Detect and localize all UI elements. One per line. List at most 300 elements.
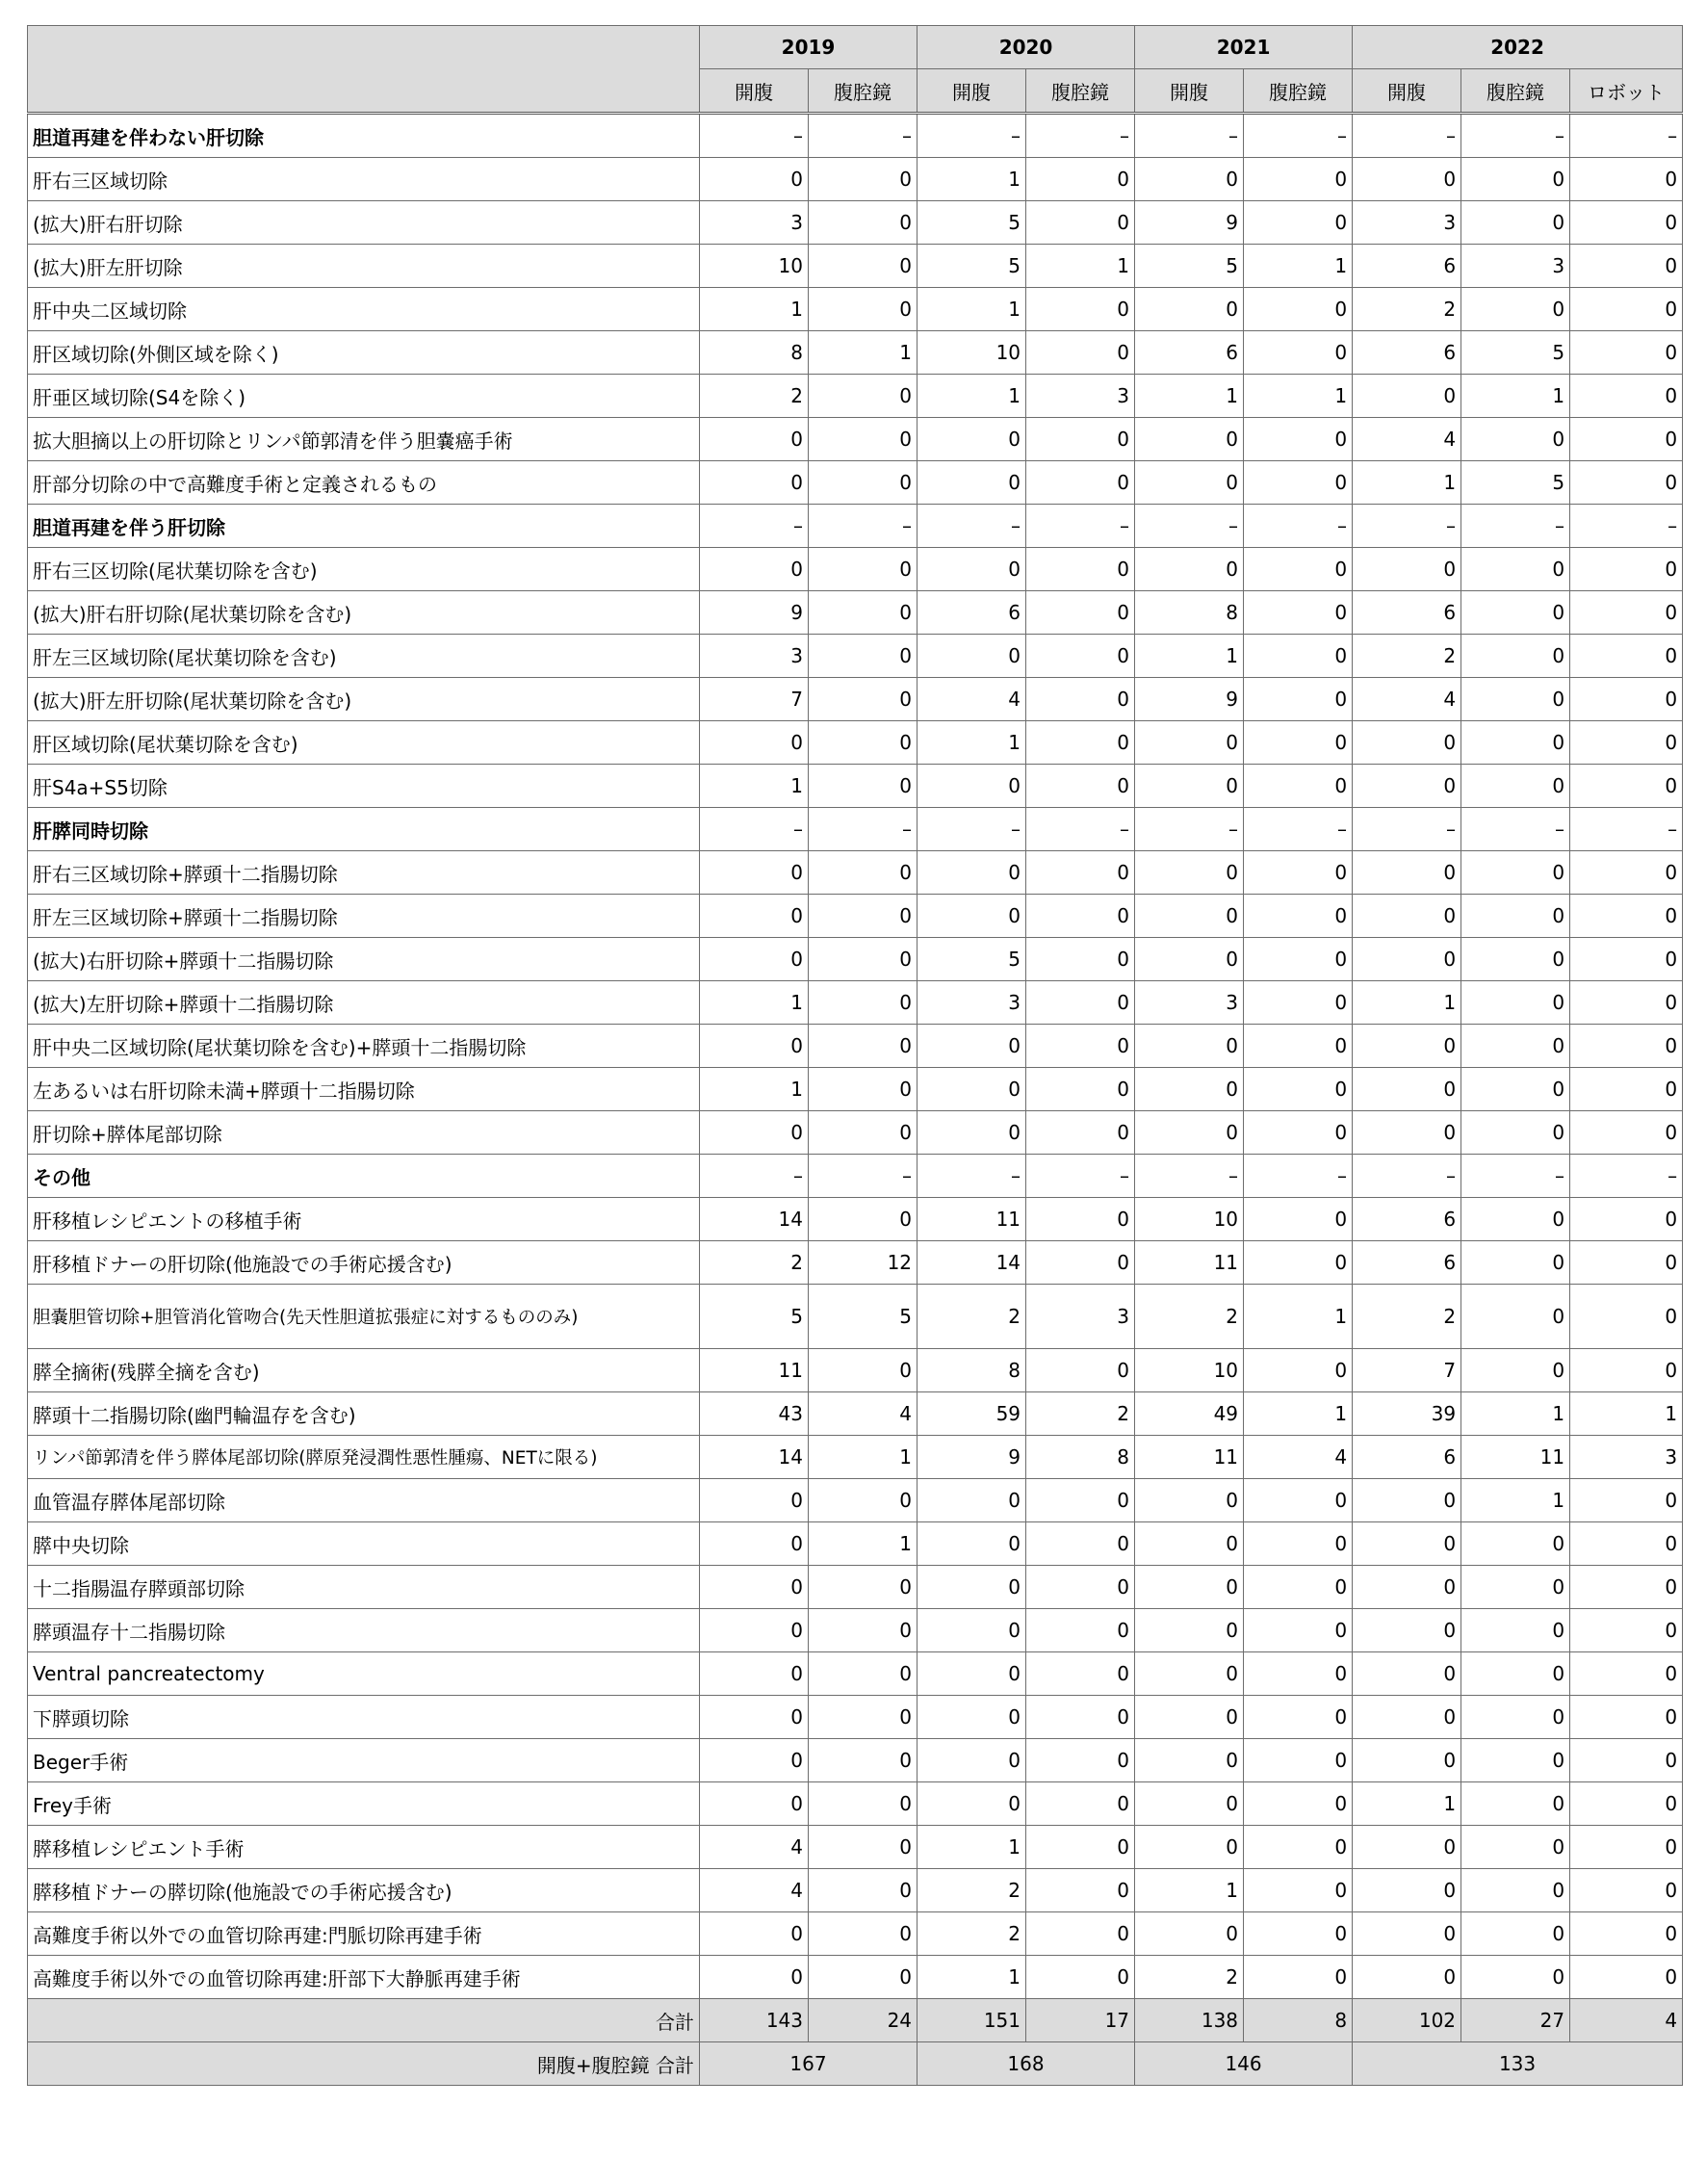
count-cell: 0 <box>1461 418 1570 461</box>
count-cell: 0 <box>918 765 1026 808</box>
count-cell: 0 <box>1461 1241 1570 1285</box>
count-cell: 0 <box>1353 895 1461 938</box>
count-cell: 0 <box>809 895 918 938</box>
count-cell: 0 <box>1461 1566 1570 1609</box>
count-cell: 0 <box>1135 938 1244 981</box>
count-cell: 0 <box>700 418 809 461</box>
count-cell: 0 <box>1244 158 1353 201</box>
table-row <box>28 1392 1683 1436</box>
count-cell: 0 <box>700 548 809 591</box>
section-header-row <box>28 505 1683 548</box>
count-cell: 0 <box>1026 591 1135 635</box>
count-cell: 0 <box>918 548 1026 591</box>
count-cell: 0 <box>1244 765 1353 808</box>
total-cell: 17 <box>1026 1999 1135 2042</box>
count-cell: 0 <box>1570 1956 1683 1999</box>
count-cell: 0 <box>809 1025 918 1068</box>
table-row <box>28 461 1683 505</box>
count-cell: 0 <box>809 1696 918 1739</box>
count-cell: 0 <box>1026 201 1135 245</box>
count-cell: 0 <box>809 851 918 895</box>
count-cell: 1 <box>1353 981 1461 1025</box>
count-cell: 0 <box>1461 1956 1570 1999</box>
table-row <box>28 1912 1683 1956</box>
count-cell: 0 <box>1461 851 1570 895</box>
table-row <box>28 721 1683 765</box>
count-cell: 0 <box>1244 418 1353 461</box>
count-cell: 2 <box>1353 635 1461 678</box>
corner-header-cell <box>28 26 700 114</box>
count-cell: 0 <box>1026 1609 1135 1652</box>
count-cell: 3 <box>1026 1285 1135 1349</box>
count-cell: 0 <box>700 1522 809 1566</box>
count-cell: 0 <box>1244 1956 1353 1999</box>
table-row <box>28 1696 1683 1739</box>
count-cell: 6 <box>918 591 1026 635</box>
table-row <box>28 1241 1683 1285</box>
count-cell: 0 <box>1353 1025 1461 1068</box>
count-cell: 3 <box>700 635 809 678</box>
count-cell: 7 <box>700 678 809 721</box>
count-cell: 0 <box>1244 288 1353 331</box>
count-cell: 0 <box>1353 765 1461 808</box>
count-cell: – <box>1570 114 1683 158</box>
total-cell: 24 <box>809 1999 918 2042</box>
count-cell: 2 <box>1026 1392 1135 1436</box>
count-cell: 1 <box>809 1436 918 1479</box>
count-cell: 0 <box>1570 1198 1683 1241</box>
count-cell: 0 <box>1353 721 1461 765</box>
count-cell: 0 <box>1570 158 1683 201</box>
count-cell: 3 <box>1570 1436 1683 1479</box>
count-cell: 0 <box>918 1696 1026 1739</box>
count-cell: 1 <box>700 981 809 1025</box>
count-cell: 0 <box>1026 678 1135 721</box>
count-cell: 43 <box>700 1392 809 1436</box>
count-cell: 1 <box>918 1956 1026 1999</box>
count-cell: 8 <box>1135 591 1244 635</box>
count-cell: 10 <box>1135 1198 1244 1241</box>
count-cell: – <box>1244 808 1353 851</box>
table-row <box>28 765 1683 808</box>
count-cell: 0 <box>1570 1285 1683 1349</box>
count-cell: 0 <box>1570 548 1683 591</box>
count-cell: 3 <box>1026 375 1135 418</box>
table-row <box>28 1285 1683 1349</box>
count-cell: 0 <box>809 158 918 201</box>
count-cell: 0 <box>1570 331 1683 375</box>
count-cell: 3 <box>700 201 809 245</box>
count-cell: 5 <box>918 201 1026 245</box>
count-cell: 0 <box>1244 1241 1353 1285</box>
count-cell: – <box>1461 1155 1570 1198</box>
count-cell: 0 <box>1461 201 1570 245</box>
count-cell: 0 <box>1026 981 1135 1025</box>
count-cell: 11 <box>1461 1436 1570 1479</box>
count-cell: 0 <box>1244 1912 1353 1956</box>
procedure-label: 下膵頭切除 <box>28 1696 700 1739</box>
count-cell: 0 <box>1570 1782 1683 1826</box>
count-cell: 8 <box>700 331 809 375</box>
count-cell: 0 <box>918 1111 1026 1155</box>
count-cell: 0 <box>700 1609 809 1652</box>
procedure-label: 膵中央切除 <box>28 1522 700 1566</box>
count-cell: 0 <box>1135 1739 1244 1782</box>
count-cell: 2 <box>1135 1956 1244 1999</box>
table-row <box>28 938 1683 981</box>
count-cell: 12 <box>809 1241 918 1285</box>
count-cell: – <box>1570 505 1683 548</box>
procedure-label: 左あるいは右肝切除未満+膵頭十二指腸切除 <box>28 1068 700 1111</box>
count-cell: 0 <box>1244 1566 1353 1609</box>
count-cell: 0 <box>1461 1025 1570 1068</box>
count-cell: 0 <box>1461 1826 1570 1869</box>
count-cell: 0 <box>1026 1479 1135 1522</box>
count-cell: 0 <box>1353 158 1461 201</box>
count-cell: 6 <box>1353 245 1461 288</box>
procedure-label: リンパ節郭清を伴う膵体尾部切除(膵原発浸潤性悪性腫瘍、NETに限る) <box>28 1436 700 1479</box>
count-cell: 0 <box>1353 1739 1461 1782</box>
year-header-2019: 2019 <box>700 26 918 69</box>
count-cell: 0 <box>1570 461 1683 505</box>
count-cell: 4 <box>809 1392 918 1436</box>
count-cell: 2 <box>700 375 809 418</box>
count-cell: 0 <box>1353 1111 1461 1155</box>
count-cell: 0 <box>918 1609 1026 1652</box>
table-row <box>28 1198 1683 1241</box>
count-cell: 1 <box>918 375 1026 418</box>
count-cell: 0 <box>1244 851 1353 895</box>
count-cell: 1 <box>918 721 1026 765</box>
section-header-row <box>28 114 1683 158</box>
table-row <box>28 201 1683 245</box>
total-cell: 138 <box>1135 1999 1244 2042</box>
procedure-label: 肝S4a+S5切除 <box>28 765 700 808</box>
count-cell: 0 <box>1244 1826 1353 1869</box>
count-cell: 6 <box>1135 331 1244 375</box>
count-cell: 0 <box>1135 1111 1244 1155</box>
table-row <box>28 1566 1683 1609</box>
count-cell: 2 <box>918 1912 1026 1956</box>
surgery-statistics-table <box>27 25 1683 2086</box>
method-header-cell: ロボット <box>1570 69 1683 114</box>
count-cell: 0 <box>1244 895 1353 938</box>
count-cell: 1 <box>1244 245 1353 288</box>
count-cell: 0 <box>918 1652 1026 1696</box>
procedure-label: (拡大)肝左肝切除(尾状葉切除を含む) <box>28 678 700 721</box>
count-cell: 0 <box>1026 1025 1135 1068</box>
grand-totals-label: 開腹+腹腔鏡 合計 <box>28 2042 700 2086</box>
method-header-cell: 開腹 <box>1135 69 1244 114</box>
count-cell: – <box>700 808 809 851</box>
table-row <box>28 1111 1683 1155</box>
procedure-label: 血管温存膵体尾部切除 <box>28 1479 700 1522</box>
count-cell: 39 <box>1353 1392 1461 1436</box>
total-cell: 151 <box>918 1999 1026 2042</box>
count-cell: – <box>918 505 1026 548</box>
count-cell: 0 <box>1026 548 1135 591</box>
count-cell: 0 <box>918 635 1026 678</box>
count-cell: 0 <box>1570 591 1683 635</box>
count-cell: 0 <box>1570 201 1683 245</box>
count-cell: 0 <box>1026 1068 1135 1111</box>
count-cell: – <box>1353 505 1461 548</box>
procedure-label: 肝部分切除の中で高難度手術と定義されるもの <box>28 461 700 505</box>
method-header-cell: 腹腔鏡 <box>809 69 918 114</box>
count-cell: 1 <box>1026 245 1135 288</box>
count-cell: – <box>1353 114 1461 158</box>
count-cell: – <box>1353 1155 1461 1198</box>
procedure-label: (拡大)右肝切除+膵頭十二指腸切除 <box>28 938 700 981</box>
count-cell: 0 <box>1570 1025 1683 1068</box>
procedure-label: (拡大)左肝切除+膵頭十二指腸切除 <box>28 981 700 1025</box>
count-cell: 0 <box>1244 678 1353 721</box>
count-cell: 5 <box>1461 331 1570 375</box>
count-cell: 0 <box>1244 1522 1353 1566</box>
count-cell: 0 <box>1135 1826 1244 1869</box>
count-cell: 0 <box>809 1349 918 1392</box>
table-row <box>28 418 1683 461</box>
count-cell: 0 <box>1570 1652 1683 1696</box>
count-cell: 0 <box>1026 1198 1135 1241</box>
count-cell: – <box>1026 114 1135 158</box>
count-cell: 0 <box>1244 591 1353 635</box>
count-cell: 0 <box>1353 1566 1461 1609</box>
count-cell: 0 <box>1353 1479 1461 1522</box>
count-cell: 0 <box>1244 1696 1353 1739</box>
procedure-label: 肝左三区域切除(尾状葉切除を含む) <box>28 635 700 678</box>
grand-totals-row <box>28 2042 1683 2086</box>
count-cell: 0 <box>1461 1652 1570 1696</box>
table-row <box>28 1869 1683 1912</box>
count-cell: 0 <box>1570 1696 1683 1739</box>
method-header-cell: 腹腔鏡 <box>1244 69 1353 114</box>
count-cell: 0 <box>1135 1068 1244 1111</box>
count-cell: 0 <box>1570 981 1683 1025</box>
count-cell: 0 <box>809 1782 918 1826</box>
table-row <box>28 1652 1683 1696</box>
count-cell: 0 <box>809 1198 918 1241</box>
count-cell: 0 <box>1353 1869 1461 1912</box>
count-cell: 0 <box>1461 288 1570 331</box>
count-cell: 0 <box>1570 1739 1683 1782</box>
count-cell: 0 <box>1353 938 1461 981</box>
count-cell: 0 <box>700 721 809 765</box>
count-cell: 0 <box>1244 1198 1353 1241</box>
count-cell: 0 <box>1461 158 1570 201</box>
table-row <box>28 1739 1683 1782</box>
count-cell: 0 <box>1570 851 1683 895</box>
count-cell: 0 <box>1244 331 1353 375</box>
count-cell: 0 <box>809 1068 918 1111</box>
table-row <box>28 245 1683 288</box>
count-cell: 0 <box>1135 895 1244 938</box>
count-cell: – <box>1135 808 1244 851</box>
count-cell: 8 <box>918 1349 1026 1392</box>
count-cell: 1 <box>1461 1479 1570 1522</box>
count-cell: 3 <box>918 981 1026 1025</box>
count-cell: 0 <box>809 201 918 245</box>
count-cell: 0 <box>809 418 918 461</box>
count-cell: 0 <box>1570 678 1683 721</box>
count-cell: 1 <box>1135 635 1244 678</box>
count-cell: – <box>700 1155 809 1198</box>
grand-total-cell: 167 <box>700 2042 918 2086</box>
count-cell: 1 <box>700 288 809 331</box>
total-cell: 102 <box>1353 1999 1461 2042</box>
totals-label: 合計 <box>28 1999 700 2042</box>
count-cell: 0 <box>700 1912 809 1956</box>
count-cell: 0 <box>1353 851 1461 895</box>
count-cell: – <box>809 808 918 851</box>
count-cell: 1 <box>1461 1392 1570 1436</box>
count-cell: 0 <box>1353 1522 1461 1566</box>
count-cell: 0 <box>1026 851 1135 895</box>
count-cell: 0 <box>918 1522 1026 1566</box>
count-cell: 0 <box>1570 288 1683 331</box>
count-cell: 0 <box>1135 1652 1244 1696</box>
count-cell: 2 <box>700 1241 809 1285</box>
count-cell: 0 <box>918 1025 1026 1068</box>
count-cell: 1 <box>700 1068 809 1111</box>
count-cell: – <box>700 114 809 158</box>
count-cell: 0 <box>1244 938 1353 981</box>
count-cell: 0 <box>1135 1566 1244 1609</box>
count-cell: 5 <box>1461 461 1570 505</box>
count-cell: 0 <box>1026 1522 1135 1566</box>
count-cell: – <box>1244 114 1353 158</box>
count-cell: 0 <box>918 1739 1026 1782</box>
count-cell: 0 <box>1026 1912 1135 1956</box>
count-cell: 0 <box>809 375 918 418</box>
table-row <box>28 288 1683 331</box>
count-cell: 4 <box>1353 678 1461 721</box>
total-cell: 143 <box>700 1999 809 2042</box>
count-cell: 0 <box>1135 721 1244 765</box>
count-cell: 11 <box>1135 1241 1244 1285</box>
count-cell: 11 <box>700 1349 809 1392</box>
count-cell: – <box>1026 808 1135 851</box>
count-cell: 0 <box>1461 1782 1570 1826</box>
count-cell: 0 <box>1570 1522 1683 1566</box>
count-cell: 0 <box>1353 1696 1461 1739</box>
count-cell: – <box>1461 114 1570 158</box>
count-cell: – <box>918 808 1026 851</box>
count-cell: 0 <box>1135 288 1244 331</box>
count-cell: 0 <box>700 1782 809 1826</box>
procedure-label: 肝左三区域切除+膵頭十二指腸切除 <box>28 895 700 938</box>
count-cell: 10 <box>1135 1349 1244 1392</box>
count-cell: 0 <box>1353 1956 1461 1999</box>
procedure-label: 肝中央二区域切除 <box>28 288 700 331</box>
count-cell: 0 <box>700 158 809 201</box>
count-cell: 0 <box>809 635 918 678</box>
count-cell: 0 <box>1244 1349 1353 1392</box>
count-cell: 0 <box>1570 1566 1683 1609</box>
count-cell: 0 <box>1461 1111 1570 1155</box>
count-cell: 1 <box>809 331 918 375</box>
count-cell: 10 <box>700 245 809 288</box>
count-cell: 0 <box>1244 1025 1353 1068</box>
count-cell: 0 <box>918 461 1026 505</box>
count-cell: 0 <box>1570 245 1683 288</box>
count-cell: 1 <box>809 1522 918 1566</box>
count-cell: 0 <box>1570 418 1683 461</box>
section-label: 肝膵同時切除 <box>28 808 700 851</box>
count-cell: 0 <box>1244 1609 1353 1652</box>
count-cell: 4 <box>918 678 1026 721</box>
procedure-label: 膵全摘術(残膵全摘を含む) <box>28 1349 700 1392</box>
count-cell: 0 <box>1570 938 1683 981</box>
table-row <box>28 591 1683 635</box>
procedure-label: 高難度手術以外での血管切除再建:肝部下大静脈再建手術 <box>28 1956 700 1999</box>
count-cell: 0 <box>700 1739 809 1782</box>
procedure-label: 肝移植ドナーの肝切除(他施設での手術応援含む) <box>28 1241 700 1285</box>
count-cell: 0 <box>1135 158 1244 201</box>
method-header-cell: 開腹 <box>918 69 1026 114</box>
count-cell: 0 <box>1570 635 1683 678</box>
count-cell: 0 <box>1461 721 1570 765</box>
count-cell: 0 <box>1026 1782 1135 1826</box>
procedure-label: 膵移植レシピエント手術 <box>28 1826 700 1869</box>
procedure-label: Ventral pancreatectomy <box>28 1652 700 1696</box>
count-cell: 0 <box>1461 1609 1570 1652</box>
count-cell: 0 <box>1135 1025 1244 1068</box>
count-cell: 0 <box>1026 1111 1135 1155</box>
table-row <box>28 1349 1683 1392</box>
count-cell: 1 <box>700 765 809 808</box>
count-cell: 0 <box>1135 418 1244 461</box>
count-cell: 8 <box>1026 1436 1135 1479</box>
count-cell: 0 <box>809 1912 918 1956</box>
count-cell: 6 <box>1353 331 1461 375</box>
count-cell: 0 <box>1461 635 1570 678</box>
count-cell: 0 <box>1353 548 1461 591</box>
table-row <box>28 1025 1683 1068</box>
count-cell: 14 <box>918 1241 1026 1285</box>
count-cell: 2 <box>918 1869 1026 1912</box>
count-cell: – <box>918 1155 1026 1198</box>
count-cell: 4 <box>700 1826 809 1869</box>
count-cell: 0 <box>1244 461 1353 505</box>
procedure-label: 高難度手術以外での血管切除再建:門脈切除再建手術 <box>28 1912 700 1956</box>
count-cell: 0 <box>1570 1869 1683 1912</box>
count-cell: 0 <box>1026 158 1135 201</box>
procedure-label: 膵頭十二指腸切除(幽門輪温存を含む) <box>28 1392 700 1436</box>
table-row <box>28 1068 1683 1111</box>
count-cell: – <box>809 505 918 548</box>
count-cell: 6 <box>1353 1198 1461 1241</box>
count-cell: 14 <box>700 1198 809 1241</box>
count-cell: 1 <box>1353 461 1461 505</box>
count-cell: 0 <box>1570 1826 1683 1869</box>
procedure-label: (拡大)肝右肝切除 <box>28 201 700 245</box>
count-cell: 9 <box>1135 201 1244 245</box>
count-cell: 0 <box>1244 721 1353 765</box>
count-cell: 2 <box>918 1285 1026 1349</box>
table-row <box>28 331 1683 375</box>
count-cell: 0 <box>1461 1349 1570 1392</box>
count-cell: 0 <box>1026 765 1135 808</box>
count-cell: 0 <box>1026 461 1135 505</box>
count-cell: 0 <box>1461 1869 1570 1912</box>
count-cell: 0 <box>918 1566 1026 1609</box>
procedure-label: 肝右三区切除(尾状葉切除を含む) <box>28 548 700 591</box>
count-cell: 0 <box>1026 1241 1135 1285</box>
count-cell: 0 <box>1244 1869 1353 1912</box>
count-cell: 9 <box>700 591 809 635</box>
procedure-label: Beger手術 <box>28 1739 700 1782</box>
